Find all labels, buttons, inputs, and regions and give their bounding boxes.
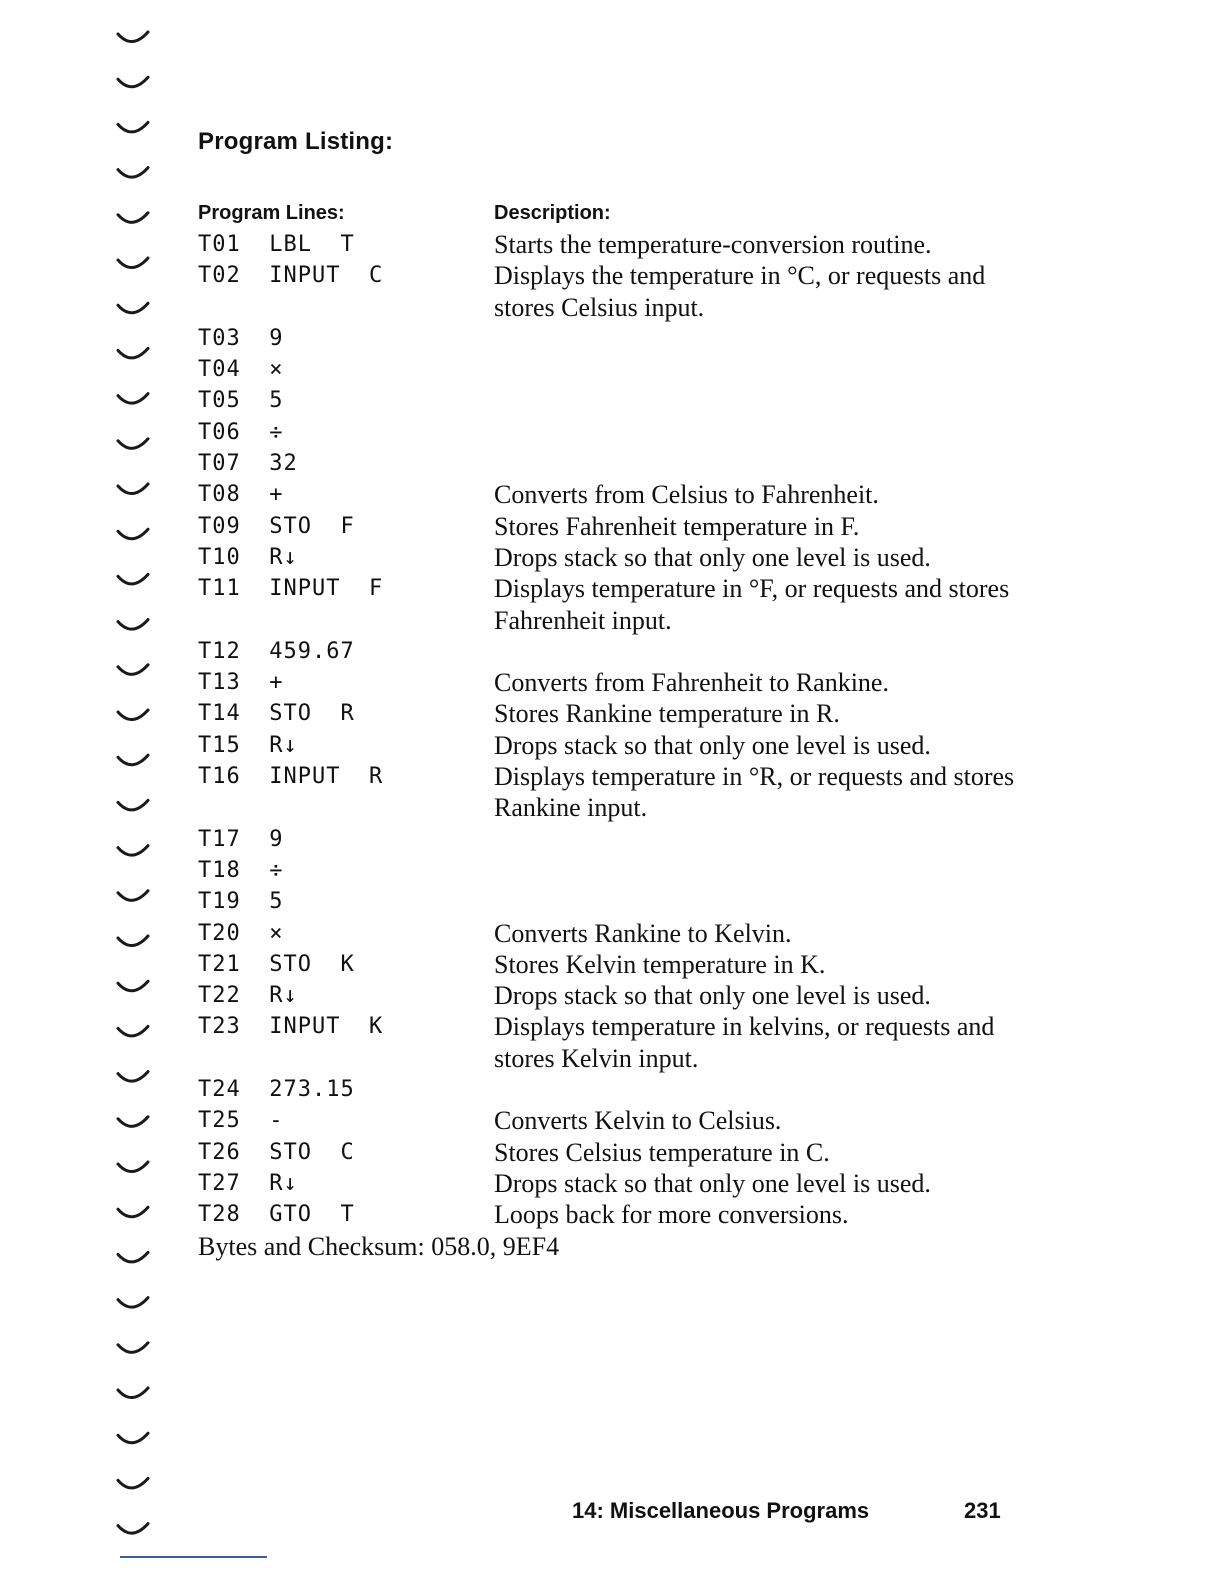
binding-ring <box>118 755 148 765</box>
binding-rings <box>112 20 162 1565</box>
binding-ring <box>118 122 148 132</box>
listing-row <box>198 667 1028 698</box>
listing-row <box>198 1137 1028 1168</box>
listing-row <box>198 1168 1028 1199</box>
program-line-code: T22 R↓ <box>198 983 298 1009</box>
program-line-description <box>494 636 1028 667</box>
program-line-description <box>494 1074 1028 1105</box>
program-line-code: T20 × <box>198 920 284 946</box>
spiral-binding <box>112 20 162 1565</box>
binding-ring <box>118 1162 148 1172</box>
program-line-description: Converts Rankine to Kelvin. <box>494 918 792 948</box>
program-line-description: Drops stack so that only one level is used. <box>494 1168 931 1198</box>
program-line-description <box>494 886 1028 917</box>
binding-ring <box>118 1117 148 1127</box>
program-line-description <box>494 354 1028 385</box>
program-line-description: Converts Kelvin to Celsius. <box>494 1106 782 1136</box>
program-line-code: T16 INPUT R <box>198 764 384 790</box>
program-line-description <box>494 385 1028 416</box>
program-line-description: Stores Celsius temperature in C. <box>494 1137 830 1167</box>
binding-ring <box>118 1298 148 1308</box>
program-line-code: T24 273.15 <box>198 1077 355 1103</box>
listing-row <box>198 479 1028 510</box>
program-line-code: T08 + <box>198 482 284 508</box>
binding-ring <box>118 891 148 901</box>
program-line-code: T02 INPUT C <box>198 263 384 289</box>
program-line-code: T10 R↓ <box>198 544 298 570</box>
program-line-code: T28 GTO T <box>198 1202 355 1228</box>
program-line-description: Drops stack so that only one level is used. <box>494 981 931 1011</box>
program-line-description: Stores Kelvin temperature in K. <box>494 949 826 979</box>
page-number: 231 <box>964 1498 1001 1523</box>
listing-row <box>198 323 1028 354</box>
program-line-code: T15 R↓ <box>198 732 298 758</box>
program-line-description: Displays temperature in kelvins, or requests and stores Kelvin input. <box>494 1012 995 1073</box>
program-line-code: T19 5 <box>198 889 284 915</box>
description-header: Description: <box>494 202 611 224</box>
binding-ring <box>118 1207 148 1217</box>
program-line-description: Drops stack so that only one level is used. <box>494 542 931 572</box>
program-line-description: Stores Fahrenheit temperature in F. <box>494 511 860 541</box>
listing-row <box>198 229 1028 260</box>
binding-ring <box>118 1433 148 1443</box>
program-line-code: T01 LBL T <box>198 232 355 257</box>
binding-ring <box>118 168 148 178</box>
program-line-code: T09 STO F <box>198 513 355 539</box>
binding-ring <box>118 1026 148 1036</box>
binding-ring <box>118 1252 148 1262</box>
binding-ring <box>118 32 148 42</box>
binding-ring <box>118 1524 148 1534</box>
listing-row <box>198 1011 1028 1074</box>
program-line-code: T23 INPUT K <box>198 1014 384 1040</box>
program-line-code: T26 STO C <box>198 1139 355 1165</box>
binding-ring <box>118 348 148 358</box>
program-line-code: T14 STO R <box>198 701 355 727</box>
bytes-and-checksum: Bytes and Checksum: 058.0, 9EF4 <box>198 1231 560 1261</box>
listing-row <box>198 511 1028 542</box>
program-line-description: Displays temperature in °R, or requests and stores Rankine input. <box>494 762 1015 823</box>
listing-row <box>198 918 1028 949</box>
program-line-code: T17 9 <box>198 826 284 852</box>
program-line-description: Stores Rankine temperature in R. <box>494 699 840 729</box>
footer-chapter-title: 14: Miscellaneous Programs <box>572 1498 870 1523</box>
program-line-description: Starts the temperature-conversion routine. <box>494 230 932 259</box>
binding-ring <box>118 620 148 630</box>
binding-ring <box>118 1388 148 1398</box>
listing-row <box>198 260 1028 323</box>
program-line-description: Converts from Fahrenheit to Rankine. <box>494 668 889 698</box>
program-line-code: T03 9 <box>198 325 284 351</box>
binding-ring <box>118 77 148 87</box>
listing-row <box>198 1074 1028 1105</box>
listing-row <box>198 1199 1028 1230</box>
binding-ring <box>118 981 148 991</box>
binding-ring <box>118 846 148 856</box>
binding-ring <box>118 303 148 313</box>
binding-ring <box>118 258 148 268</box>
binding-ring <box>118 800 148 810</box>
program-line-description: Displays the temperature in °C, or requests and stores Celsius input. <box>494 261 986 322</box>
binding-ring <box>118 936 148 946</box>
listing-row <box>198 949 1028 980</box>
listing-row <box>198 824 1028 855</box>
binding-ring <box>118 529 148 539</box>
binding-ring <box>118 484 148 494</box>
binding-ring <box>118 1072 148 1082</box>
section-title: Program Listing: <box>198 128 394 155</box>
binding-ring <box>118 1478 148 1488</box>
listing-row <box>198 448 1028 479</box>
program-line-description: Loops back for more conversions. <box>494 1200 849 1230</box>
program-line-code: T27 R↓ <box>198 1170 298 1196</box>
program-line-description: Displays temperature in °F, or requests and stores Fahrenheit input. <box>494 574 1010 635</box>
binding-ring <box>118 394 148 404</box>
program-listing <box>198 229 1028 1262</box>
listing-row <box>198 573 1028 636</box>
program-line-code: T18 ÷ <box>198 857 284 883</box>
program-line-code: T21 STO K <box>198 951 355 977</box>
program-lines-header: Program Lines: <box>198 202 345 224</box>
listing-row <box>198 1105 1028 1136</box>
binding-ring <box>118 213 148 223</box>
binding-ring <box>118 439 148 449</box>
program-line-description <box>494 824 1028 855</box>
program-line-description: Drops stack so that only one level is used. <box>494 730 931 760</box>
program-line-code: T06 ÷ <box>198 419 284 445</box>
listing-row <box>198 354 1028 385</box>
program-line-description <box>494 323 1028 354</box>
listing-row <box>198 761 1028 824</box>
program-line-code: T05 5 <box>198 388 284 414</box>
listing-row <box>198 385 1028 416</box>
listing-row <box>198 698 1028 729</box>
listing-row <box>198 542 1028 573</box>
binding-ring <box>118 710 148 720</box>
binding-ring <box>118 1343 148 1353</box>
listing-row <box>198 417 1028 448</box>
program-line-code: T04 × <box>198 357 284 383</box>
program-line-code: T13 + <box>198 670 284 696</box>
listing-row <box>198 855 1028 886</box>
listing-row <box>198 636 1028 667</box>
program-line-description: Converts from Celsius to Fahrenheit. <box>494 480 879 510</box>
listing-row <box>198 886 1028 917</box>
listing-rows <box>198 229 1028 1231</box>
binding-ring <box>118 574 148 584</box>
listing-row <box>198 730 1028 761</box>
program-line-description <box>494 855 1028 886</box>
program-line-code: T25 - <box>198 1108 284 1134</box>
program-line-description <box>494 417 1028 448</box>
program-line-code: T11 INPUT F <box>198 576 384 602</box>
program-line-code: T07 32 <box>198 451 298 477</box>
program-line-description <box>494 448 1028 479</box>
binding-ring <box>118 665 148 675</box>
program-line-code: T12 459.67 <box>198 638 355 664</box>
binding-edge-rule <box>120 1556 267 1558</box>
listing-row <box>198 980 1028 1011</box>
